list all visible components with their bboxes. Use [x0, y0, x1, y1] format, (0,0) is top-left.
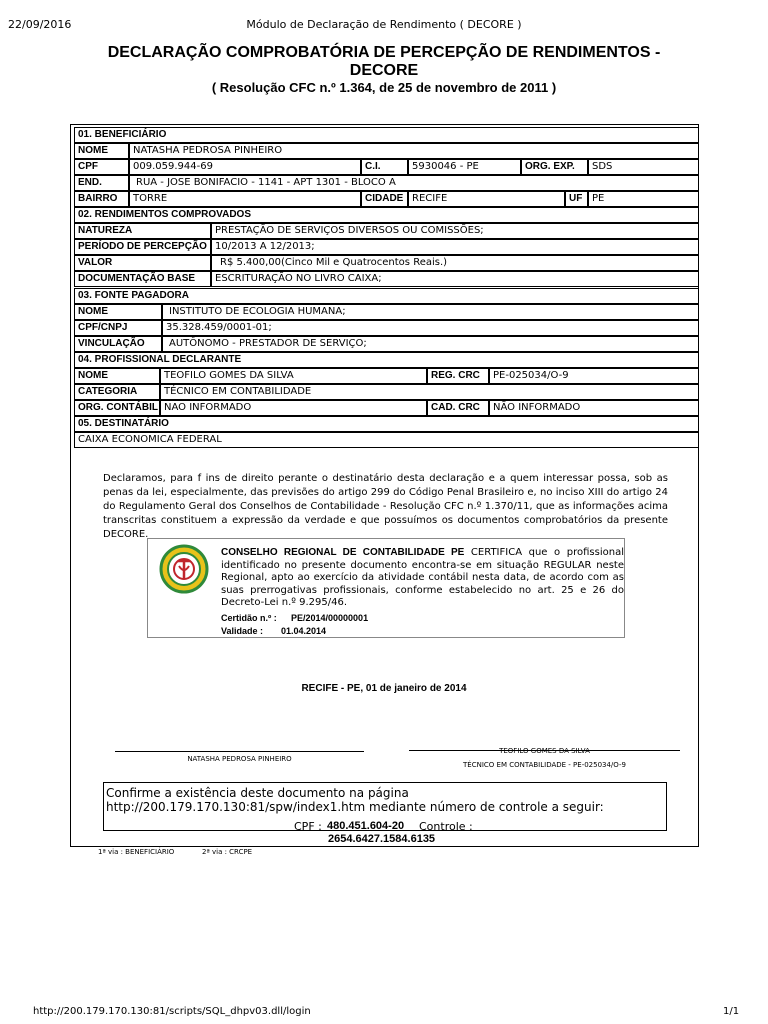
label-fonte-nome: NOME	[74, 304, 162, 320]
label-org-contabil: ORG. CONTÁBIL	[74, 400, 160, 416]
value-valor: R$ 5.400,00(Cinco Mil e Quatrocentos Reais.)	[211, 255, 699, 271]
certificate-org: CONSELHO REGIONAL DE CONTABILIDADE PE	[221, 547, 465, 558]
signature-profissional-info: TÉCNICO EM CONTABILIDADE - PE-025034/O-9	[463, 761, 626, 769]
signature-line-beneficiario	[115, 751, 364, 752]
certidao-label: Certidão n.º :	[221, 613, 277, 623]
value-profissional-nome: TEOFILO GOMES DA SILVA	[160, 368, 427, 384]
value-uf: PE	[588, 191, 699, 207]
label-ci: C.I.	[361, 159, 408, 175]
value-bairro: TORRE	[129, 191, 361, 207]
confirmation-cpf-label: CPF :	[294, 820, 322, 833]
section-rendimentos	[74, 207, 699, 223]
section-fonte-pagadora	[74, 288, 699, 304]
label-cad-crc: CAD. CRC	[427, 400, 489, 416]
label-documentacao: DOCUMENTAÇÃO BASE	[74, 271, 211, 287]
label-reg-crc: REG. CRC	[427, 368, 489, 384]
row-endereco	[74, 175, 699, 191]
section-title: 03. FONTE PAGADORA	[74, 288, 699, 304]
label-cnpj: CPF/CNPJ	[74, 320, 162, 336]
via-crcpe: 2ª via : CRCPE	[202, 848, 253, 856]
label-vinculacao: VINCULAÇÃO	[74, 336, 162, 352]
label-cpf: CPF	[74, 159, 129, 175]
module-title: Módulo de Declaração de Rendimento ( DECORE )	[246, 18, 522, 31]
row-vinculacao	[74, 336, 699, 352]
document-title-line2: DECORE	[349, 62, 419, 79]
label-bairro: BAIRRO	[74, 191, 129, 207]
row-cpf-ci	[74, 159, 699, 175]
row-cnpj	[74, 320, 699, 336]
row-nome-beneficiario	[74, 143, 699, 159]
print-date: 22/09/2016	[8, 18, 72, 31]
label-endereco: END.	[74, 175, 129, 191]
row-profissional-nome	[74, 368, 699, 384]
control-number: 2654.6427.1584.6135	[328, 833, 436, 845]
document-title: DECLARAÇÃO COMPROBATÓRIA DE PERCEPÇÃO DE RENDIMENTOS -	[107, 44, 661, 61]
value-org-exp: SDS	[588, 159, 699, 175]
section-profissional	[74, 352, 699, 368]
value-cad-crc: NÃO INFORMADO	[489, 400, 699, 416]
label-valor: VALOR	[74, 255, 211, 271]
label-org-exp: ORG. EXP.	[521, 159, 588, 175]
label-uf: UF	[565, 191, 588, 207]
value-ci: 5930046 - PE	[408, 159, 521, 175]
value-vinculacao: AUTÔNOMO - PRESTADOR DE SERVIÇO;	[162, 336, 699, 352]
place-date: RECIFE - PE, 01 de janeiro de 2014	[301, 683, 467, 694]
row-natureza	[74, 223, 699, 239]
value-cnpj: 35.328.459/0001-01;	[162, 320, 699, 336]
value-nome: NATASHA PEDROSA PINHEIRO	[129, 143, 699, 159]
document-subtitle: ( Resolução CFC n.º 1.364, de 25 de novembro de 2011 )	[211, 80, 557, 95]
label-categoria: CATEGORIA	[74, 384, 160, 400]
signature-beneficiario: NATASHA PEDROSA PINHEIRO	[187, 755, 292, 763]
row-categoria	[74, 384, 699, 400]
row-fonte-nome	[74, 304, 699, 320]
label-periodo: PERÍODO DE PERCEPÇÃO	[74, 239, 211, 255]
label-natureza: NATUREZA	[74, 223, 211, 239]
section-title: 04. PROFISSIONAL DECLARANTE	[74, 352, 699, 368]
confirmation-cpf: 480.451.604-20	[327, 820, 405, 832]
crc-seal-icon	[158, 544, 210, 594]
row-valor	[74, 255, 699, 271]
label-profissional-nome: NOME	[74, 368, 160, 384]
value-fonte-nome: INSTITUTO DE ECOLOGIA HUMANA;	[162, 304, 699, 320]
validade-date: 01.04.2014	[281, 626, 327, 636]
certidao-number: PE/2014/00000001	[291, 613, 369, 623]
validade-label: Validade :	[221, 626, 264, 636]
confirmation-text: Confirme a existência deste documento na página http://200.179.170.130:81/spw/index1.htm mediante número de controle a seguir:	[106, 786, 604, 814]
certificate-body: CERTIFICA que o profissional identificado no presente documento encontra-se em situação REGULAR neste Regional, apto ao exercício da atividade contábil nesta data, de acordo com as suas prerrogativas profissionais, conforme estabelecido no art. 25 e 26 do Decreto-Lei n.º 9.295/46.	[221, 547, 624, 608]
value-periodo: 10/2013 A 12/2013;	[211, 239, 699, 255]
value-reg-crc: PE-025034/O-9	[489, 368, 699, 384]
row-periodo	[74, 239, 699, 255]
value-cpf: 009.059.944-69	[129, 159, 361, 175]
row-org-contabil	[74, 400, 699, 416]
value-destinatario: CAIXA ECONOMICA FEDERAL	[74, 432, 699, 448]
value-documentacao: ESCRITURAÇÃO NO LIVRO CAIXA;	[211, 271, 699, 287]
value-cidade: RECIFE	[408, 191, 565, 207]
label-cidade: CIDADE	[361, 191, 408, 207]
certificate-text	[221, 547, 624, 610]
value-org-contabil: NAO INFORMADO	[160, 400, 427, 416]
value-endereco: RUA - JOSE BONIFACIO - 1141 - APT 1301 - BLOCO A	[129, 175, 699, 191]
declaration-text: Declaramos, para f ins de direito perante o destinatário desta declaração e a quem interessar possa, sob as penas da lei, especialmente, das previsões do artigo 299 do Código Penal Brasileiro e, no inciso XIII do artigo 24 do Regulamento Geral dos Conselhos de Contabilidade - Resolução CFC n.º 1.370/11, que as informações acima transcritas constituem a expressão da verdade e que possuímos os documentos comprobatórios da presente DECORE.	[103, 473, 668, 540]
value-categoria: TÉCNICO EM CONTABILIDADE	[160, 384, 699, 400]
row-destinatario	[74, 432, 699, 448]
footer-url: http://200.179.170.130:81/scripts/SQL_dhpv03.dll/login	[33, 1006, 311, 1017]
section-title: 05. DESTINATÁRIO	[74, 416, 699, 432]
signature-profissional: TEOFILO GOMES DA SILVA	[499, 747, 590, 755]
section-beneficiario	[74, 127, 699, 143]
row-bairro	[74, 191, 699, 207]
section-title: 01. BENEFICIÁRIO	[74, 127, 699, 143]
confirmation-controle-label: Controle :	[419, 820, 473, 833]
value-natureza: PRESTAÇÃO DE SERVIÇOS DIVERSOS OU COMISSÕES;	[211, 223, 699, 239]
section-title: 02. RENDIMENTOS COMPROVADOS	[74, 207, 699, 223]
label-nome: NOME	[74, 143, 129, 159]
section-destinatario	[74, 416, 699, 432]
via-beneficiario: 1ª via : BENEFICIÁRIO	[98, 848, 175, 856]
page-number: 1/1	[723, 1006, 740, 1017]
row-documentacao	[74, 271, 699, 287]
